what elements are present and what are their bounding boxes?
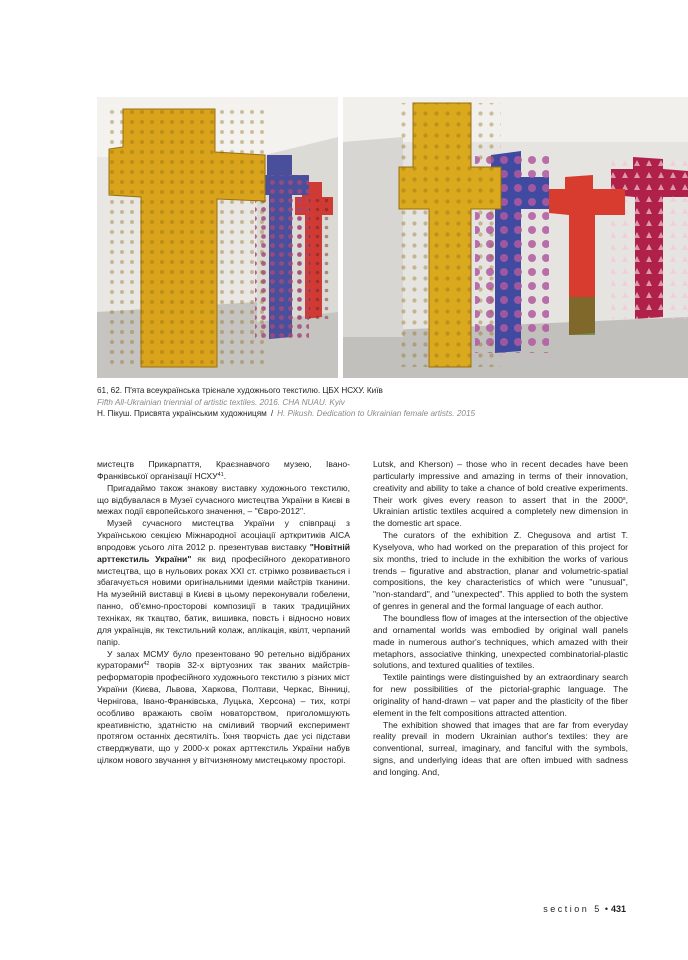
footer-bullet: • bbox=[604, 904, 608, 914]
paragraph: The curators of the exhibition Z. Chegusova and artist T. Kyselyova, who had worked on the preparation of this project for six months, tried to include in the exhibition the works of various trends – figurative and abstraction, planar and volumetric-spatial compositions, the key characteristics of which were "unusual", "non-standard", and "unexpected". This applied to both the system of genres in general and the formal language of each author. bbox=[373, 530, 628, 612]
paragraph: Textile paintings were distinguished by an extraordinary search for new possibilities of the pictorial-graphic language. The originality of hand-drawn – vat paper and the plasticity of the fiber element in the felt compositions attracted attention. bbox=[373, 672, 628, 718]
body-column-ukrainian bbox=[97, 459, 350, 767]
textile-cross-installation-photo-1 bbox=[97, 97, 338, 378]
section-label: section 5 bbox=[543, 904, 602, 914]
superscript: s bbox=[622, 495, 626, 502]
caption-separator: / bbox=[270, 409, 274, 418]
caption-artwork-line bbox=[97, 408, 657, 420]
caption-artwork-ua: Н. Пікуш. Присвята українським художницям bbox=[97, 409, 267, 418]
caption-line-en: Fifth All-Ukrainian triennial of artistic textiles. 2016. CHA NUAU. Kyiv bbox=[97, 397, 345, 407]
paragraph: У залах МСМУ було презентовано 90 ретельно відібраних кураторами$^{42}$ творів 32-х віртуозних так званих майстрів-реформаторів професійного художнього текстилю з різних міст України (Києва, Львова, Харкова, Полтави, Черкас, Вінниці, Чернігова, Івано-Франківська, Луцька, Херсона) – тих, котрі особливо вражають своїм новаторством, приголомшують креативністю, здатністю на сміливий творчий експеримент протягом останніх десятиліть. Їхня творчість дає усі підстави стверджувати, що у 2000-х роках арттекстиль України набув цілком нового звучання у вітчизняному мистецькому просторі. bbox=[97, 648, 350, 766]
paragraph: Lutsk, and Kherson) – those who in recent decades have been particularly impressive and amazing in terms of their innovation, creativity and ability to take a chance of bold creative experiments. Their work gives every reason to assert that in the 2000$^s$, Ukrainian artistic textiles acquired a completely new dimension in the domestic art space. bbox=[373, 459, 628, 529]
paragraph: The boundless flow of images at the intersection of the objective and ornamental worlds was embodied by original wall panels made in numerous author's techniques, which amazed with their metaphors, associative thinking, unexpected combinatorial-plastic solutions, and textured qualities of textiles. bbox=[373, 612, 628, 671]
paragraph: Пригадаймо також знакову виставку художнього текстилю, що відбувалася в Музеї сучасного мистецтва України в Києві в межах події європейського значення, – "Євро-2012". bbox=[97, 482, 350, 517]
exhibition-title: "Новітній арттекстиль України" bbox=[97, 541, 350, 564]
page-footer bbox=[543, 904, 626, 914]
paragraph: мистецтв Прикарпаття, Краєзнавчого музею, Івано-Франківської організації НСХУ$^{41}$. bbox=[97, 459, 350, 481]
caption-artwork-en: H. Pikush. Dedication to Ukrainian female artists. 2015 bbox=[277, 409, 476, 418]
paragraph: The exhibition showed that images that are far from everyday reality prevail in modern Ukrainian author's textiles: they are conventional, surreal, imaginary, and fanciful with the symbols, signs, and underlying ideas that are often imbued with sadness and longing. And, bbox=[373, 719, 628, 777]
page-number: 431 bbox=[610, 904, 626, 914]
body-column-english bbox=[373, 459, 628, 779]
paragraph: Музей сучасного мистецтва України у співпраці з Українською секцією Міжнародної асоціації арткритиків AICA впродовж усього літа 2012 р. презентував виставку "Новітній арттекстиль України" як вид професійного декоративного мистецтва, що в нульових роках XXI ст. стрімко розвивається і збагачується новими оригінальними ідеями майстрів тканини. На музейній виставці в Києві в цьому переконували гобелени, панно, об'ємно-просторові композиції в таких традиційних техніках, як ткацтво, батик, вишивка, повсть і відносно нових для українців, як текстильний колаж, аплікація, квілт, черпаний папір. bbox=[97, 518, 351, 647]
footnote-ref: 41 bbox=[217, 471, 224, 478]
figure-caption bbox=[97, 385, 657, 420]
footnote-ref: 42 bbox=[143, 661, 150, 668]
textile-cross-installation-photo-2 bbox=[343, 97, 688, 378]
caption-line-ua: 61, 62. П'ята всеукраїнська трієнале художнього текстилю. ЦБХ НСХУ. Київ bbox=[97, 386, 383, 395]
